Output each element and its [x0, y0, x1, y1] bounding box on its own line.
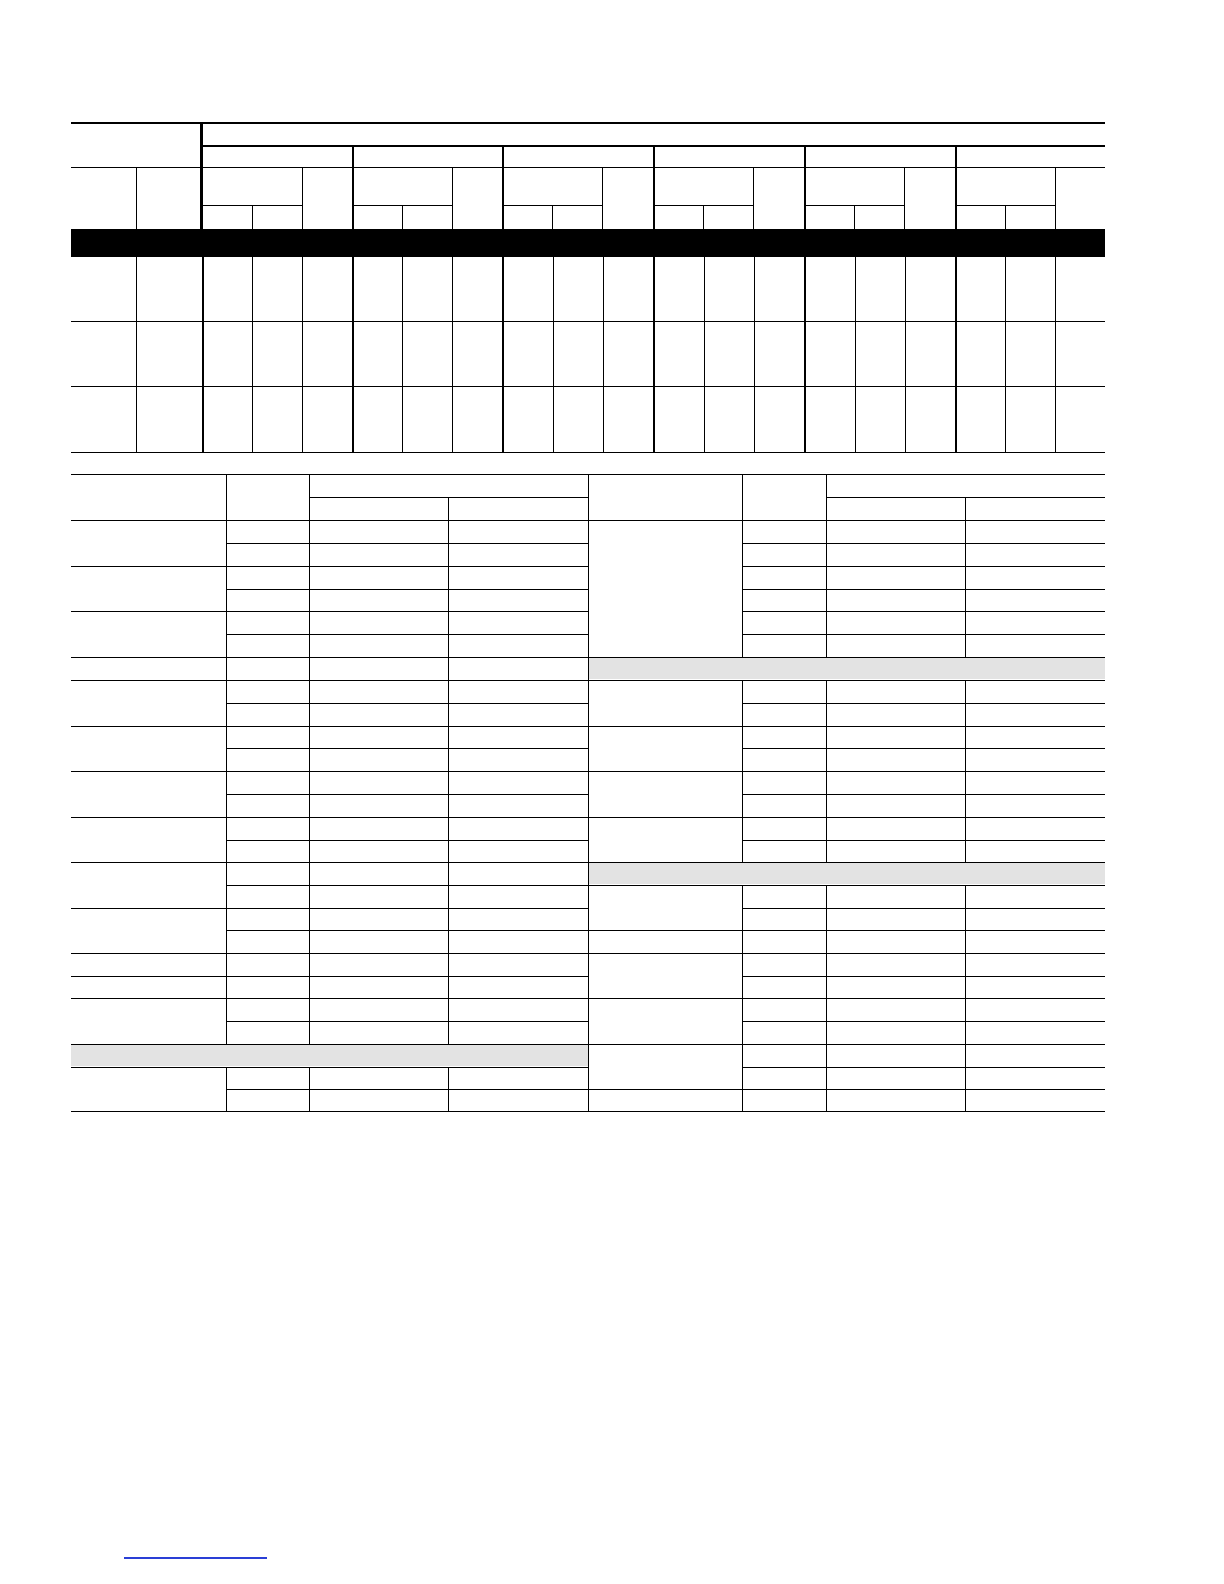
upper-table-subcell-divider	[302, 167, 303, 229]
lower-table-right-row-rule	[742, 566, 1105, 567]
lower-table-right-row-rule	[742, 794, 1105, 795]
lower-table-left-row-rule	[71, 566, 588, 567]
lower-table-left-row-rule	[71, 817, 588, 818]
upper-table-group-separator	[955, 145, 957, 229]
upper-table-subcell-divider	[452, 167, 453, 229]
upper-table-body-column	[352, 257, 354, 452]
upper-table-subcell-divider	[854, 205, 855, 229]
upper-table-body-column	[1055, 257, 1056, 452]
lower-table-right-row-rule	[588, 998, 1105, 999]
upper-table-subcell-divider	[252, 205, 253, 229]
upper-table-bottom-rule	[71, 452, 1105, 453]
upper-table-body-column	[252, 257, 253, 452]
upper-table-body-column	[502, 257, 504, 452]
lower-table-right-row-rule	[588, 1111, 1105, 1112]
upper-table-subcell-divider	[703, 205, 704, 229]
lower-table-left-row-rule	[71, 1067, 588, 1068]
upper-table-body-column	[905, 257, 906, 452]
lower-table-right-row-rule	[742, 1021, 1105, 1022]
upper-table-subcell-divider	[1055, 167, 1056, 229]
lower-table-right-shaded-row	[589, 658, 1105, 679]
upper-table-body-column	[603, 257, 604, 452]
lower-table-header-divider	[448, 497, 449, 520]
lower-table-right-row-rule	[742, 703, 1105, 704]
lower-table-right-row-rule	[742, 748, 1105, 749]
footer-link-underline[interactable]	[124, 1557, 267, 1559]
upper-table-body-row	[71, 321, 1105, 322]
lower-table-right-row-rule	[588, 1089, 1105, 1090]
upper-table-subcell-divider	[402, 205, 403, 229]
lower-table-right-column	[826, 520, 827, 657]
lower-table-right-row-rule	[588, 726, 1105, 727]
lower-table-left-row-rule	[226, 840, 588, 841]
lower-table-left-column	[226, 1067, 227, 1111]
lower-table-right-column	[826, 680, 827, 862]
upper-table-body-column	[136, 257, 137, 452]
lower-table-right-row-rule	[742, 589, 1105, 590]
upper-table-body-column	[452, 257, 453, 452]
lower-table-left-row-rule	[226, 703, 588, 704]
upper-table-subcell-divider	[552, 205, 553, 229]
upper-table-body-column	[1005, 257, 1006, 452]
upper-table-body-column	[553, 257, 554, 452]
lower-table-left-row-rule	[71, 771, 588, 772]
upper-table-subheader-rule	[71, 167, 1105, 168]
upper-table-body-column	[704, 257, 705, 452]
lower-table-left-row-rule	[71, 976, 588, 977]
lower-table-left-row-rule	[71, 908, 588, 909]
lower-table-left-row-rule	[71, 953, 588, 954]
upper-table-subcell-divider	[602, 167, 603, 229]
upper-table-body-row	[71, 386, 1105, 387]
lower-table-right-row-rule	[588, 885, 1105, 886]
lower-table-header-divider	[965, 497, 966, 520]
lower-table-right-row-rule	[742, 634, 1105, 635]
upper-table-group-separator	[502, 145, 504, 229]
upper-table-body-column	[804, 257, 806, 452]
lower-table-left-column	[448, 1067, 449, 1111]
lower-table-right-row-rule	[588, 771, 1105, 772]
lower-table-left-row-rule	[226, 794, 588, 795]
lower-table-right-row-rule	[742, 543, 1105, 544]
upper-table-body-column	[855, 257, 856, 452]
lower-table-left-shaded-row	[71, 1045, 588, 1066]
upper-table-top-rule	[71, 122, 1105, 124]
upper-table-body-column	[402, 257, 403, 452]
lower-table-header-divider	[309, 474, 310, 520]
upper-table-body-column	[302, 257, 303, 452]
lower-table-right-column	[965, 885, 966, 1111]
lower-table-left-row-rule	[226, 1089, 588, 1090]
lower-table-header-divider	[742, 474, 743, 520]
lower-table-right-row-rule	[588, 817, 1105, 818]
lower-table-left-row-rule	[226, 634, 588, 635]
lower-table-right-row-rule	[742, 908, 1105, 909]
lower-table-right-column	[965, 520, 966, 657]
lower-table-left-column	[309, 1067, 310, 1111]
upper-table-group-separator	[804, 145, 806, 229]
lower-table-right-row-rule	[588, 680, 1105, 681]
lower-table-left-row-rule	[71, 611, 588, 612]
lower-table-right-column	[742, 520, 743, 657]
lower-table-right-column	[742, 885, 743, 1111]
lower-table-left-row-rule	[71, 657, 588, 658]
lower-table-left-column	[448, 520, 449, 1044]
upper-table-body-column	[202, 257, 204, 452]
lower-table-right-column	[742, 680, 743, 862]
lower-table-left-row-rule	[226, 885, 588, 886]
lower-table-left-row-rule	[71, 1111, 588, 1112]
upper-table-body-column	[754, 257, 755, 452]
lower-table-left-row-rule	[226, 1021, 588, 1022]
lower-table-center-divider	[588, 474, 589, 1111]
lower-table-left-row-rule	[71, 862, 588, 863]
upper-table-group-divider	[200, 122, 203, 229]
upper-table-group-separator	[653, 145, 655, 229]
lower-table-header-divider	[226, 474, 227, 520]
upper-table-body-column	[955, 257, 957, 452]
lower-table-right-shaded-row	[589, 863, 1105, 884]
lower-table-left-column	[226, 520, 227, 1044]
lower-table-left-row-rule	[226, 589, 588, 590]
upper-table-column-divider	[136, 167, 137, 229]
lower-table-right-row-rule	[588, 930, 1105, 931]
lower-table-left-column	[309, 520, 310, 1044]
lower-table-left-row-rule	[71, 726, 588, 727]
lower-table-right-row-rule	[742, 1067, 1105, 1068]
lower-table-right-column	[965, 680, 966, 862]
lower-table-left-row-rule	[226, 748, 588, 749]
lower-table-left-row-rule	[226, 543, 588, 544]
lower-table-right-column	[826, 885, 827, 1111]
lower-table-left-row-rule	[71, 680, 588, 681]
lower-table-right-row-rule	[742, 976, 1105, 977]
upper-table-subcell-divider	[904, 167, 905, 229]
lower-table-left-row-rule	[71, 998, 588, 999]
upper-table-subcell-divider	[753, 167, 754, 229]
upper-table-header-band	[71, 229, 1105, 257]
lower-table-right-row-rule	[588, 1044, 1105, 1045]
upper-table-body-column	[653, 257, 655, 452]
lower-table-left-row-rule	[226, 930, 588, 931]
lower-table-right-row-rule	[742, 611, 1105, 612]
upper-table-subcell-divider	[1005, 205, 1006, 229]
lower-table-right-row-rule	[588, 953, 1105, 954]
upper-table-group-separator	[352, 145, 354, 229]
lower-table-right-row-rule	[742, 840, 1105, 841]
lower-table-header-divider	[826, 474, 827, 520]
